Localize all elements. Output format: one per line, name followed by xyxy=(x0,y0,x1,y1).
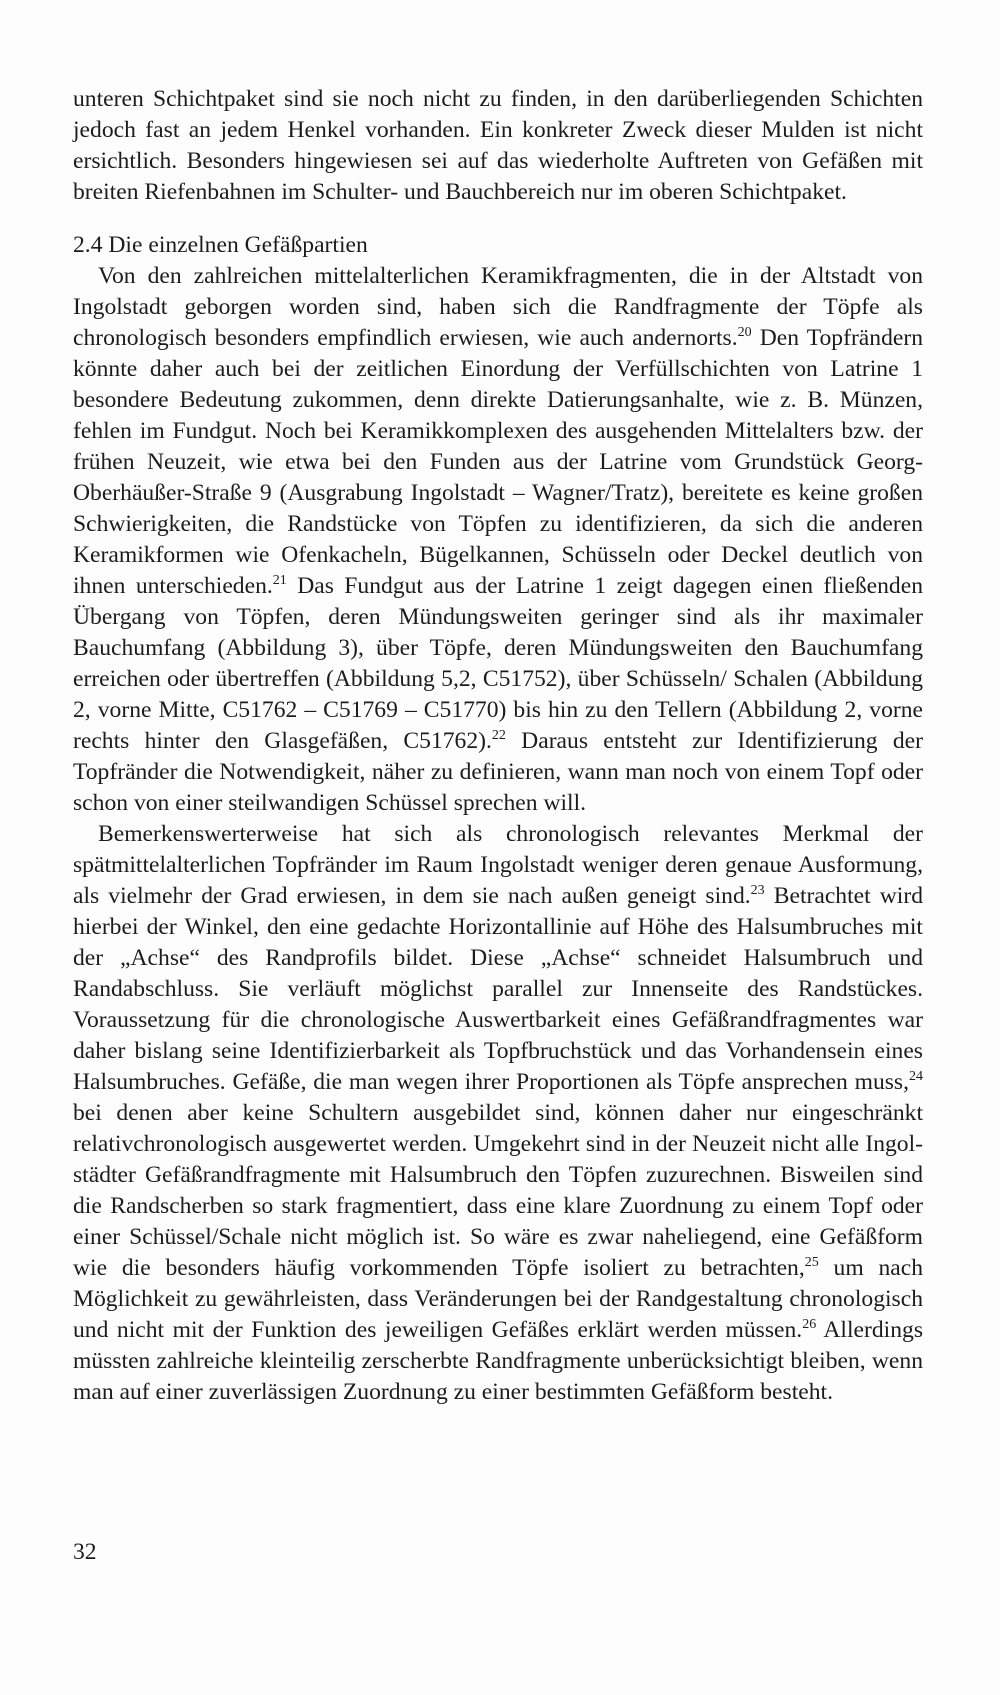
text-segment: Allerdings müssten zahlreiche kleinteilig zerscherbte Randfragmente unberücksichtigt bleiben, wenn man auf einer zuverlässigen Zuordnung zu einer bestimmten Gefäßform besteht. xyxy=(73,1317,924,1405)
text-segment: unteren Schichtpaket sind sie noch nicht zu finden, in den darüberliegenden Schichten jedoch fast an jedem Henkel vorhanden. Ein konkreter Zweck dieser Mulden ist nicht ersichtlich. Besonders hingewiesen sei auf das wiederholte Auftreten von Gefäßen mit breiten Riefenbahnen im Schulter- und Bauchbereich nur im oberen Schichtpaket. xyxy=(73,86,923,205)
footnote-marker: 21 xyxy=(272,573,287,588)
page-number: 32 xyxy=(73,1539,97,1565)
text-segment: Betrachtet wird hierbei der Winkel, den eine gedachte Horizontallinie auf Höhe des Halsumbruches mit der „Achse“ des Randprofils bildet. Diese „Achse“ schneidet Halsumbruch und Randabschluss. Sie verläuft möglichst parallel zur Innenseite des Randstückes. Voraussetzung für die chronologische Auswertbarkeit eines Gefäßrandfragmentes war daher bislang seine Identifizierbarkeit als Topfbruchstück und das Vorhandensein eines Halsumbruches. Gefäße, die man wegen ihrer Proportionen als Töpfe ansprechen muss, xyxy=(73,883,923,1095)
text-segment: bei denen aber keine Schultern ausgebildet sind, können daher nur eingeschränkt relativchronologisch ausgewertet werden. Umgekehrt sind in der Neuzeit nicht alle Ingolstädter Gefäßrandfragmente mit Halsumbruch den Töpfen zuzurechnen. Bisweilen sind die Randscherben so stark fragmentiert, dass eine klare Zuordnung zu einem Topf oder einer Schüssel/Schale nicht möglich ist. So wäre es zwar naheliegend, eine Gefäßform wie die besonders häufig vorkommenden Töpfe isoliert zu betrachten, xyxy=(73,1100,923,1281)
body-text xyxy=(73,84,923,1408)
footnote-marker: 24 xyxy=(909,1069,923,1084)
paragraph xyxy=(73,261,923,819)
footnote-marker: 26 xyxy=(802,1317,817,1332)
text-segment: Das Fundgut aus der Latrine 1 zeigt dagegen einen fließenden Übergang von Töpfen, deren Mündungsweiten geringer sind als ihr maximaler Bauchumfang (Abbildung 3), über Töpfe, deren Mündungsweiten den Bauchumfang erreichen oder übertreffen (Abbildung 5,2, C51752), über Schüsseln/ Schalen (Abbildung 2, vorne Mitte, C51762 – C51769 – C51770) bis hin zu den Tellern (Abbildung 2, vorne rechts hinter den Glasgefäßen, C51762). xyxy=(73,573,923,754)
section-heading: 2.4 Die einzelnen Gefäßpartien xyxy=(73,232,368,258)
text-segment: Den Topfrändern könnte daher auch bei der zeitlichen Einordung der Verfüllschichten von Latrine 1 besondere Bedeutung zukommen, denn direkte Datierungsanhalte, wie z. B. Münzen, fehlen im Fundgut. Noch bei Keramikkomplexen des ausgehenden Mittelalters bzw. der frühen Neuzeit, wie etwa bei den Funden aus der Latrine vom Grundstück Georg-Oberhäußer-Straße 9 (Ausgrabung Ingolstadt – Wagner/Tratz), bereitete es keine großen Schwierigkeiten, die Randstücke von Töpfen zu identifizieren, da sich die anderen Keramikformen wie Ofenkacheln, Bügelkannen, Schüsseln oder Deckel deutlich von ihnen unterschieden. xyxy=(73,325,923,599)
paragraph xyxy=(73,819,923,1408)
text-segment: Daraus entsteht zur Identifizierung der Topfränder die Notwendigkeit, näher zu definieren, wann man noch von einem Topf oder schon von einer steilwandigen Schüssel sprechen will. xyxy=(73,728,923,816)
text-segment: Bemerkenswerterweise hat sich als chronologisch relevantes Merkmal der spätmittelalterlichen Topfränder im Raum Ingolstadt weniger deren genaue Ausformung, als vielmehr der Grad erwiesen, in dem sie nach außen geneigt sind. xyxy=(73,821,923,909)
text-segment: um nach Möglichkeit zu gewährleisten, dass Veränderungen bei der Randgestaltung chronologisch und nicht mit der Funktion des jeweiligen Gefäßes erklärt werden müssen. xyxy=(73,1255,924,1343)
footnote-marker: 20 xyxy=(737,325,752,340)
paragraph xyxy=(73,84,923,208)
text-segment: Von den zahlreichen mittelalterlichen Keramikfragmenten, die in der Altstadt von Ingolstadt geborgen worden sind, haben sich die Randfragmente der Töpfe als chronologisch besonders empfindlich erwiesen, wie auch andernorts. xyxy=(73,263,923,351)
footnote-marker: 23 xyxy=(750,883,765,898)
footnote-marker: 25 xyxy=(804,1255,819,1270)
footnote-marker: 22 xyxy=(491,728,506,743)
